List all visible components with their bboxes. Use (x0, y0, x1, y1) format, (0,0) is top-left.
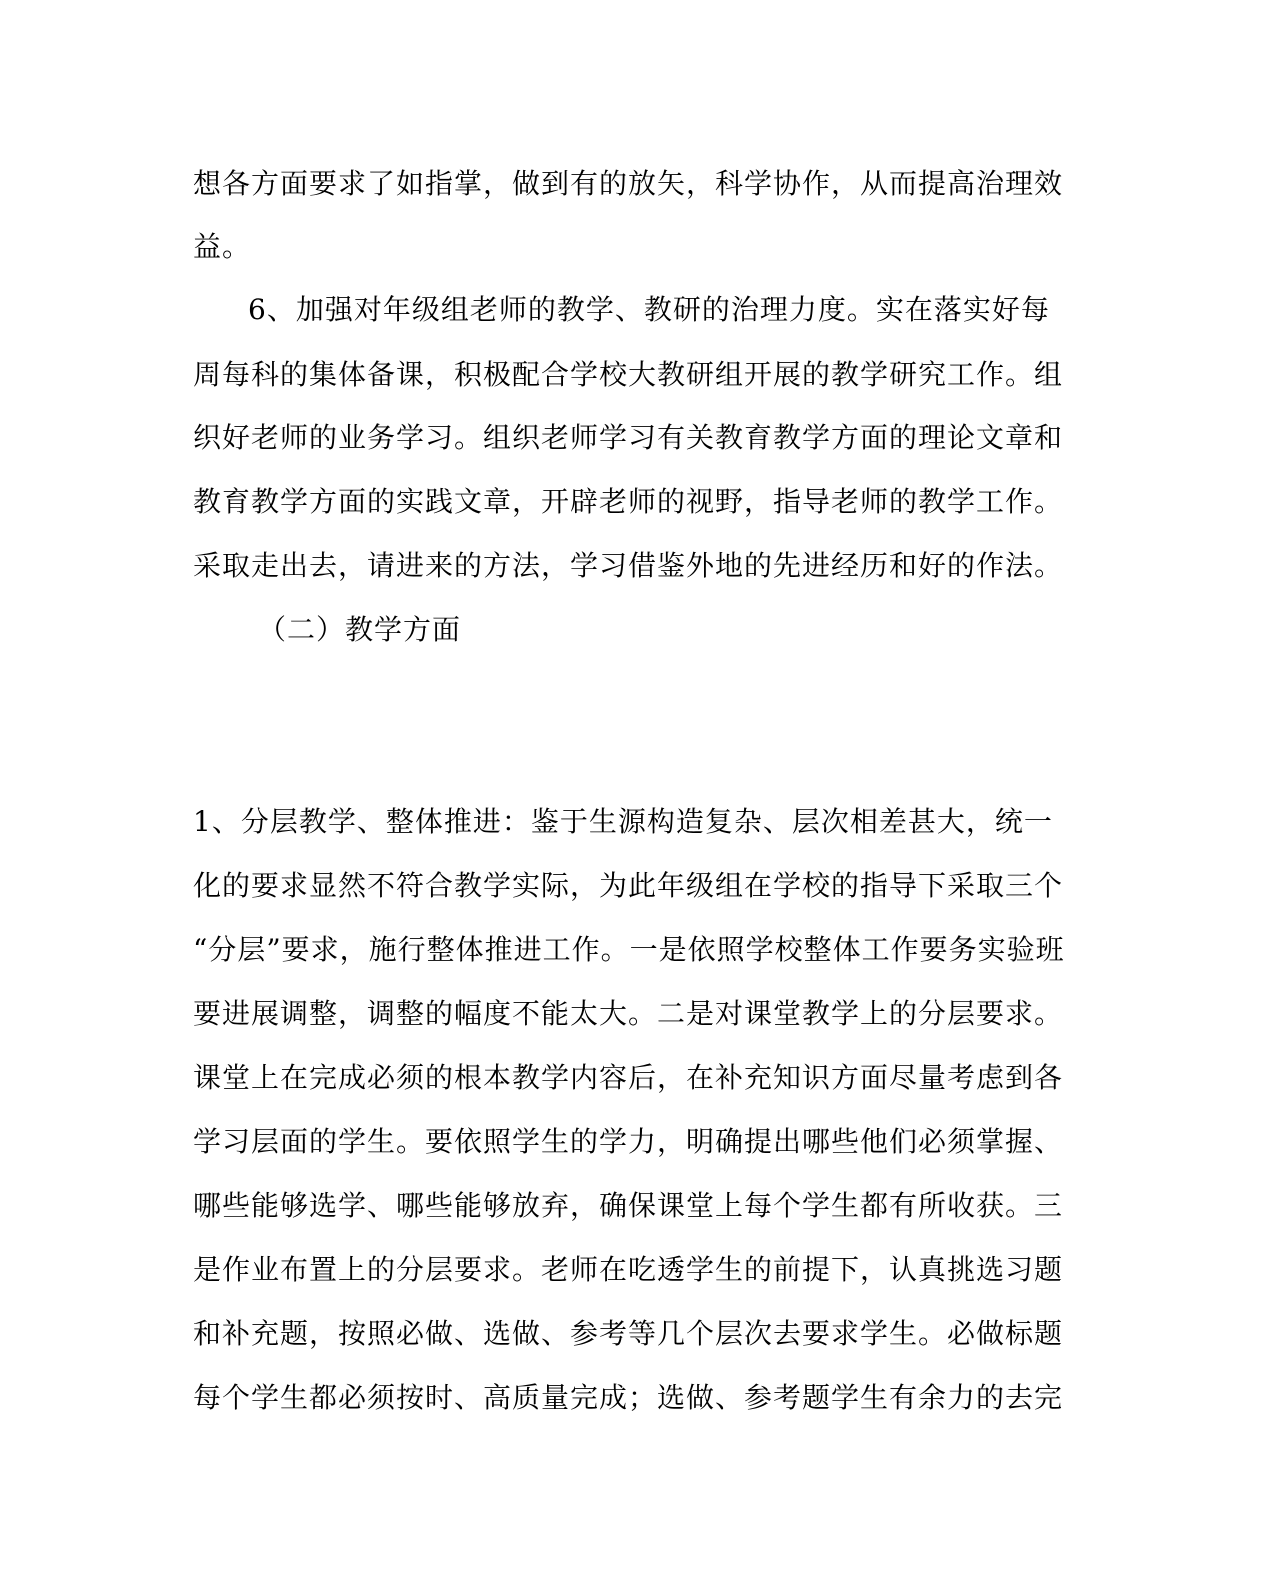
text-line: 和补充题，按照必做、选做、参考等几个层次去要求学生。必做标题 (193, 1317, 1064, 1350)
text-line: 课堂上在完成必须的根本教学内容后，在补充知识方面尽量考虑到各 (193, 1061, 1064, 1094)
text-line: 哪些能够选学、哪些能够放弃，确保课堂上每个学生都有所收获。三 (193, 1189, 1064, 1222)
paragraph-line: 1、分层教学、整体推进：鉴于生源构造复杂、层次相差甚大，统一 (193, 805, 1053, 838)
text-line: “分层”要求，施行整体推进工作。一是依照学校整体工作要务实验班 (193, 933, 1065, 966)
text-line: 教育教学方面的实践文章，开辟老师的视野，指导老师的教学工作。 (193, 485, 1064, 518)
text-line: 每个学生都必须按时、高质量完成；选做、参考题学生有余力的去完 (193, 1381, 1064, 1414)
text-line: 采取走出去，请进来的方法，学习借鉴外地的先进经历和好的作法。 (193, 549, 1064, 582)
section-heading: （二）教学方面 (258, 613, 462, 646)
text-line: 学习层面的学生。要依照学生的学力，明确提出哪些他们必须掌握、 (193, 1125, 1064, 1158)
text-line: 要进展调整，调整的幅度不能太大。二是对课堂教学上的分层要求。 (193, 997, 1064, 1030)
text-line: 周每科的集体备课，积极配合学校大教研组开展的教学研究工作。组 (193, 358, 1064, 391)
text-line: 是作业布置上的分层要求。老师在吃透学生的前提下，认真挑选习题 (193, 1253, 1064, 1286)
text-line: 想各方面要求了如指掌，做到有的放矢，科学协作，从而提高治理效 (193, 167, 1064, 200)
text-line: 化的要求显然不符合教学实际，为此年级组在学校的指导下采取三个 (193, 869, 1064, 902)
paragraph-line: 6、加强对年级组老师的教学、教研的治理力度。实在落实好每 (248, 293, 1050, 326)
text-line: 益。 (193, 230, 252, 263)
text-line: 织好老师的业务学习。组织老师学习有关教育教学方面的理论文章和 (193, 421, 1064, 454)
